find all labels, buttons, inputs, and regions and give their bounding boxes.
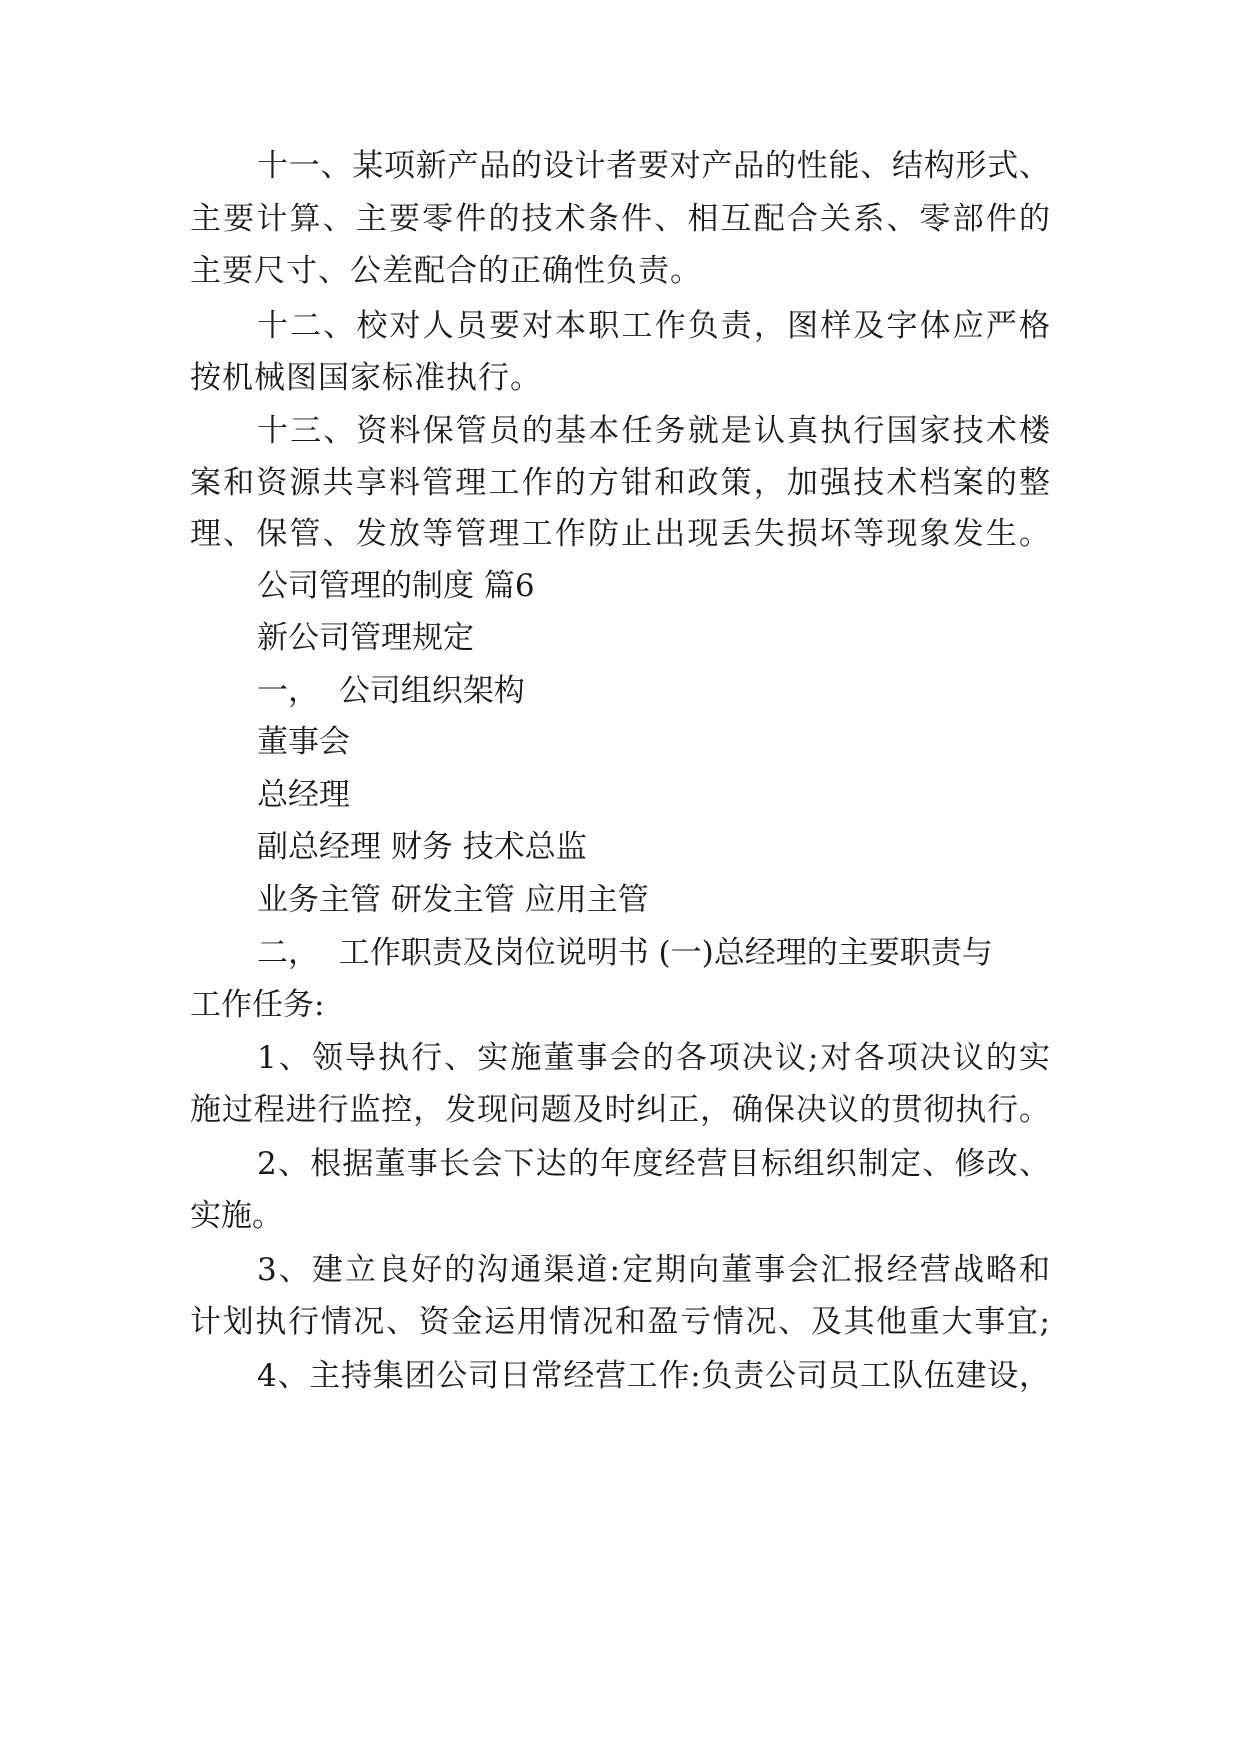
text-line: 实施。 [190, 1198, 283, 1234]
text-line: 案和资源共享料管理工作的方钳和政策，加强技术档案的整 [190, 465, 1050, 501]
text-line: 3、建立良好的沟通渠道:定期向董事会汇报经营战略和 [257, 1252, 1050, 1288]
org-item: 业务主管 研发主管 应用主管 [257, 882, 649, 918]
text-line: 理、保管、发放等管理工作防止出现丢失损坏等现象发生。 [190, 516, 1050, 552]
org-item: 董事会 [257, 724, 350, 760]
text-line: 1、领导执行、实施董事会的各项决议;对各项决议的实 [257, 1040, 1050, 1076]
text-line: 一， 公司组织架构 [257, 673, 525, 709]
text-line: 主要尺寸、公差配合的正确性负责。 [190, 253, 702, 289]
org-item: 总经理 [257, 777, 350, 813]
text-line: 十一、某项新产品的设计者要对产品的性能、结构形式、 [257, 148, 1050, 184]
text-line: 工作任务: [190, 987, 325, 1023]
text-line: 按机械图国家标准执行。 [190, 360, 542, 396]
text-line: 二， 工作职责及岗位说明书 (一)总经理的主要职责与 [257, 935, 993, 971]
text-line: 主要计算、主要零件的技术条件、相互配合关系、零部件的 [190, 201, 1050, 237]
text-line: 十二、校对人员要对本职工作负责，图样及字体应严格 [257, 308, 1050, 344]
text-line: 施过程进行监控，发现问题及时纠正，确保决议的贯彻执行。 [190, 1092, 1050, 1128]
text-line: 十三、资料保管员的基本任务就是认真执行国家技术楼 [257, 413, 1050, 449]
org-item: 副总经理 财务 技术总监 [257, 829, 587, 865]
document-title: 新公司管理规定 [257, 620, 474, 656]
text-line: 计划执行情况、资金运用情况和盈亏情况、及其他重大事宜; [190, 1304, 1050, 1340]
text-line: 2、根据董事长会下达的年度经营目标组织制定、修改、 [257, 1146, 1050, 1182]
section-heading: 公司管理的制度 篇6 [257, 568, 535, 604]
text-line: 4、主持集团公司日常经营工作:负责公司员工队伍建设， [257, 1358, 1050, 1394]
